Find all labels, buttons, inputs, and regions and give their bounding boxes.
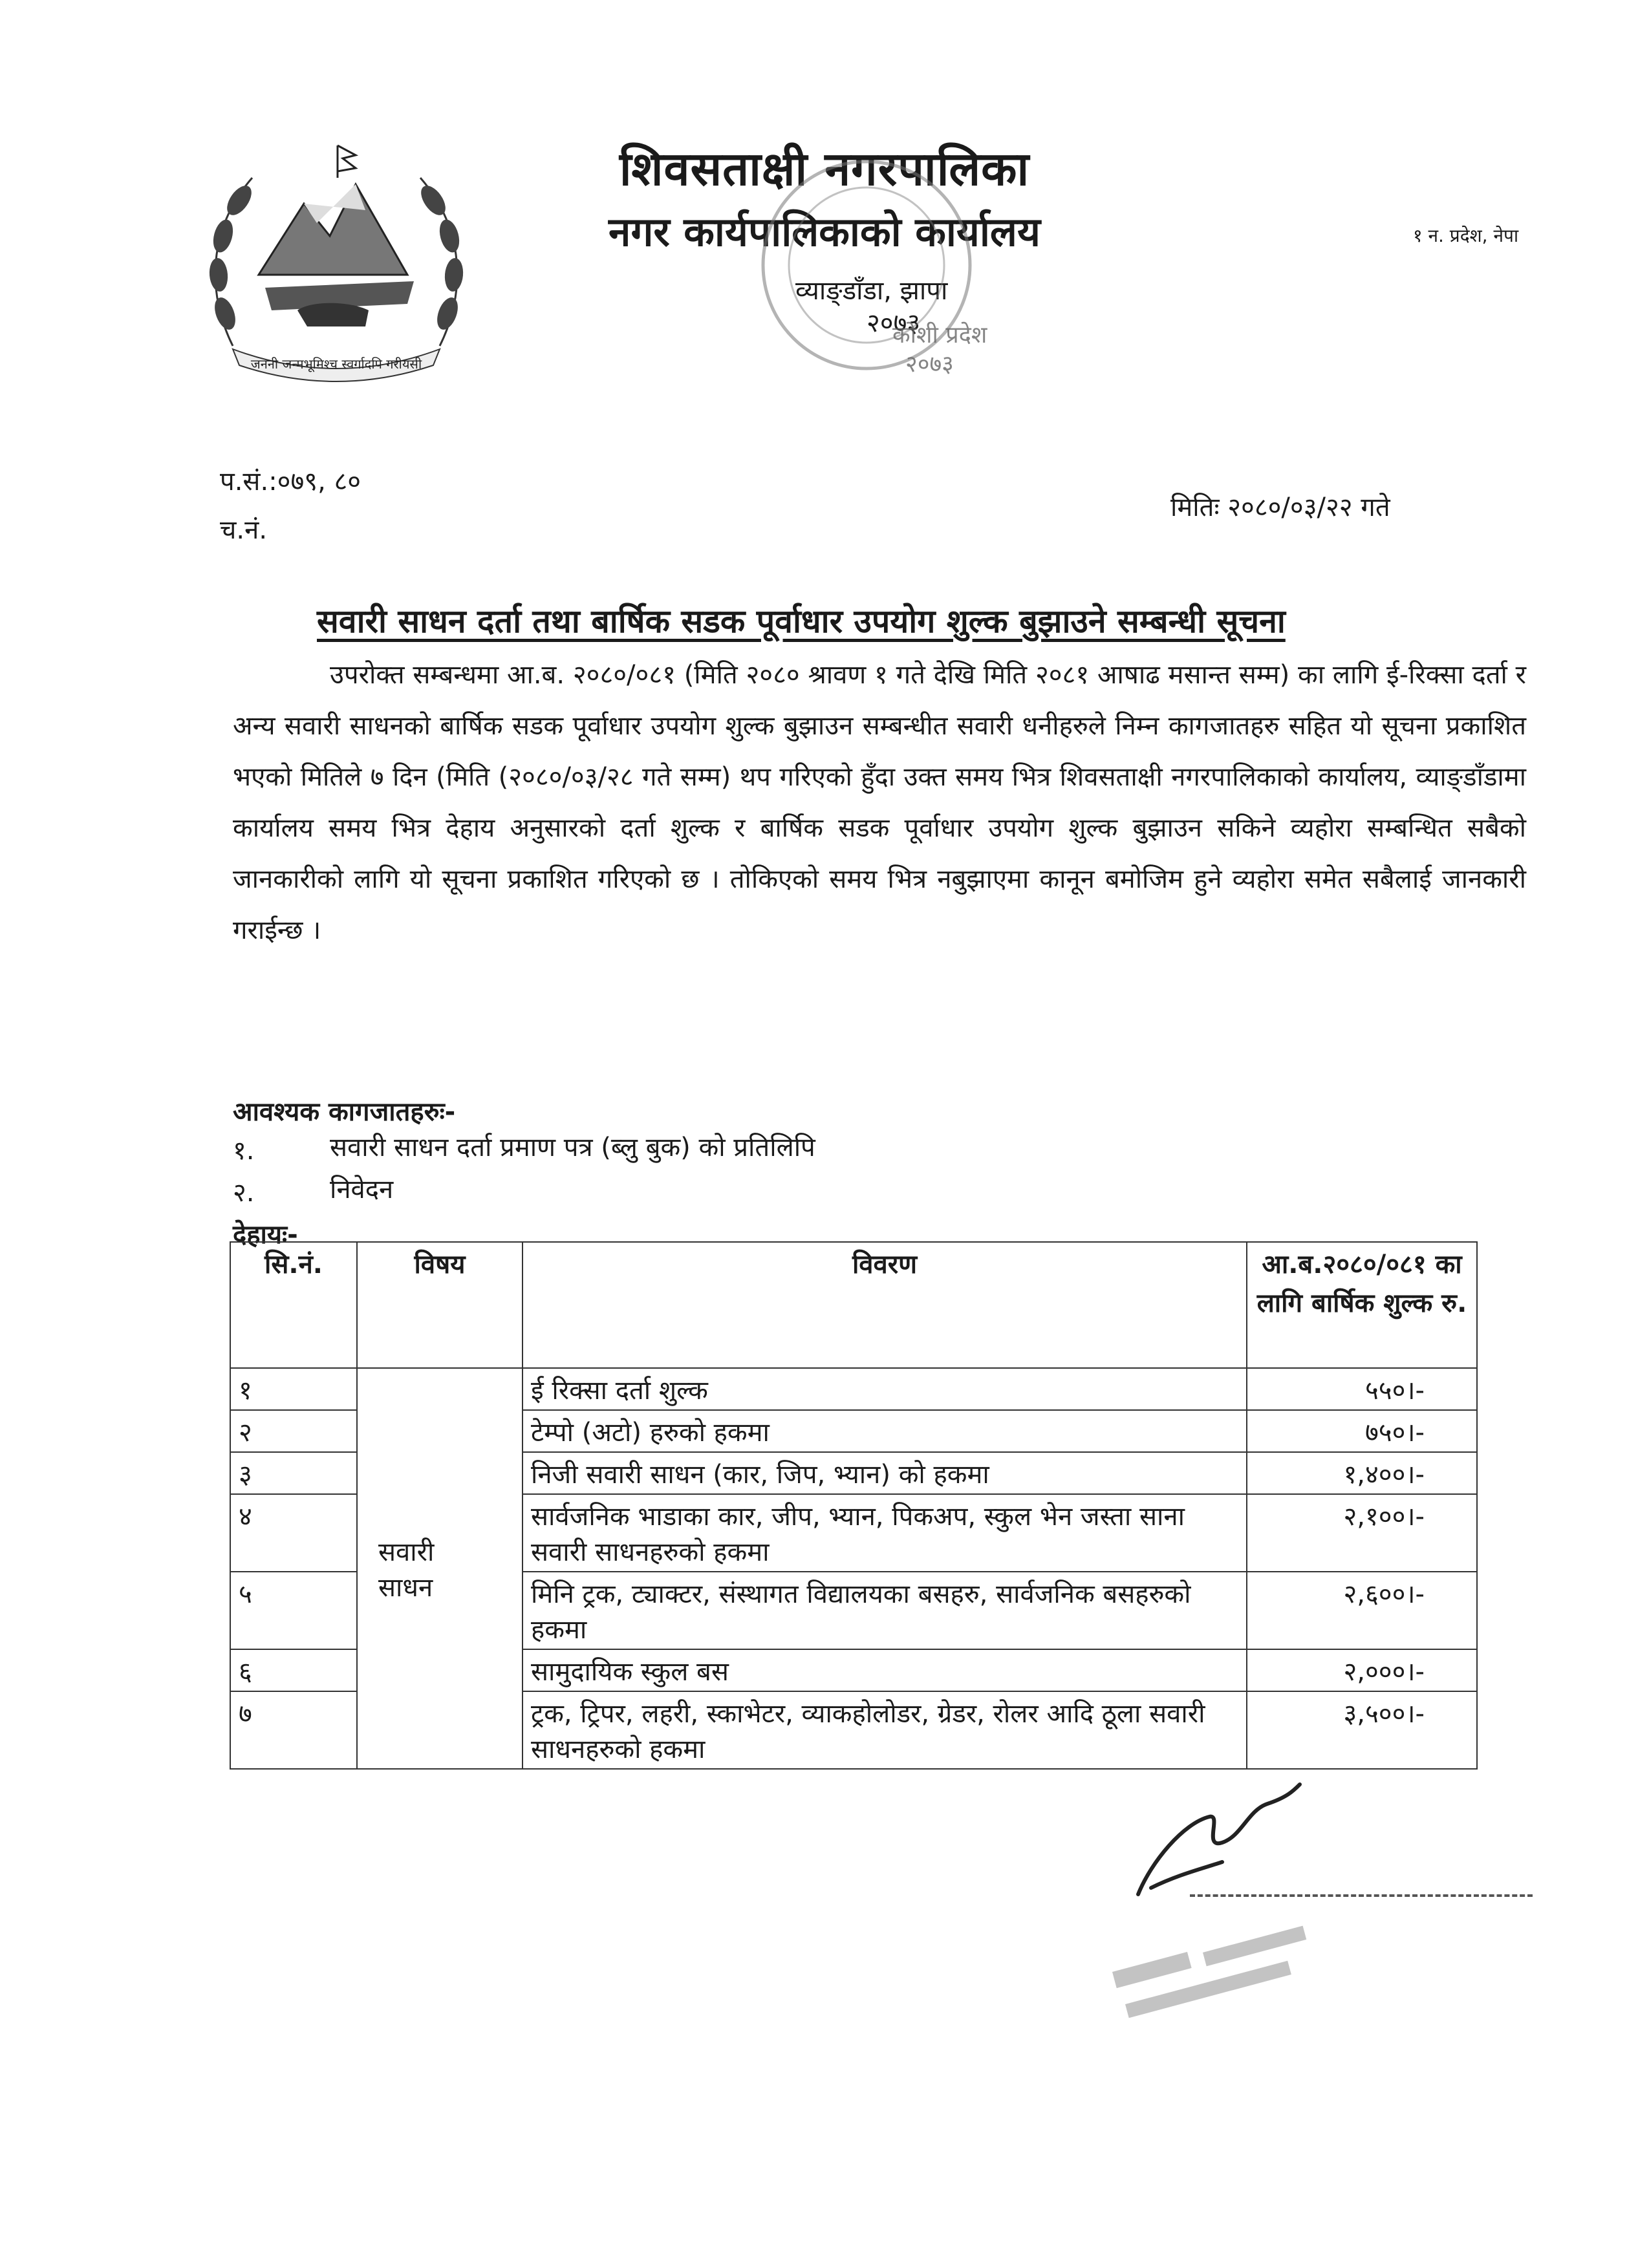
signature-line <box>1190 1894 1533 1897</box>
stamp-line2: २०७३ <box>905 351 954 378</box>
row-description: ट्रक, ट्रिपर, लहरी, स्काभेटर, व्याकहोलोडर, ग्रेडर, रोलर आदि ठूला सवारी साधनहरुको हकमा <box>523 1691 1247 1769</box>
doc-item-number: २. <box>233 1178 255 1208</box>
table-header-row <box>230 1242 1477 1368</box>
header-fee: आ.ब.२०८०/०८१ का लागि बार्षिक शुल्क रु. <box>1247 1242 1477 1368</box>
row-description: सामुदायिक स्कुल बस <box>523 1649 1247 1691</box>
province-label: १ न. प्रदेश, नेपा <box>1413 225 1519 246</box>
table-label: देहायः- <box>233 1220 298 1250</box>
row-description: मिनि ट्रक, ट्याक्टर, संस्थागत विद्यालयका बसहरु, सार्वजनिक बसहरुको हकमा <box>523 1572 1247 1649</box>
header-sn: सि.नं. <box>230 1242 357 1368</box>
header-description: विवरण <box>523 1242 1247 1368</box>
row-sn: ३ <box>230 1452 357 1494</box>
row-description: टेम्पो (अटो) हरुको हकमा <box>523 1410 1247 1452</box>
row-sn: ६ <box>230 1649 357 1691</box>
row-description: निजी सवारी साधन (कार, जिप, भ्यान) को हकमा <box>523 1452 1247 1494</box>
row-sn: ४ <box>230 1494 357 1572</box>
notice-date: मितिः २०८०/०३/२२ गते <box>1170 493 1390 522</box>
office-stamp-icon <box>744 149 989 381</box>
officer-stamp-icon <box>1099 1914 1384 2030</box>
table-row <box>230 1368 1477 1410</box>
row-sn: १ <box>230 1368 357 1410</box>
municipality-name: शिवसताक्षी नगरपालिका <box>619 142 1030 196</box>
doc-item-number: १. <box>233 1136 255 1166</box>
signature-icon <box>1125 1765 1319 1907</box>
row-fee: २,०००।- <box>1247 1649 1477 1691</box>
doc-item-text: सवारी साधन दर्ता प्रमाण पत्र (ब्लु बुक) को प्रतिलिपि <box>330 1133 815 1162</box>
office-year: २०७३ <box>867 308 921 338</box>
row-fee: १,४००।- <box>1247 1452 1477 1494</box>
row-subject <box>357 1368 523 1769</box>
row-sn: ७ <box>230 1691 357 1769</box>
letter-number: प.सं.:०७९, ८० <box>220 467 361 497</box>
row-fee: ५५०।- <box>1247 1368 1477 1410</box>
dispatch-number: च.नं. <box>220 515 268 545</box>
row-subject-text: सवारी साधन <box>378 1537 435 1603</box>
row-fee: ३,५००।- <box>1247 1691 1477 1769</box>
stamp-line1: कोशी प्रदेश <box>892 322 987 348</box>
row-description: सार्वजनिक भाडाका कार, जीप, भ्यान, पिकअप, स्कुल भेन जस्ता साना सवारी साधनहरुको हकमा <box>523 1494 1247 1572</box>
row-fee: ७५०।- <box>1247 1410 1477 1452</box>
office-place: व्याङ्डाँडा, झापा <box>795 276 948 306</box>
row-sn: २ <box>230 1410 357 1452</box>
row-description: ई रिक्सा दर्ता शुल्क <box>523 1368 1247 1410</box>
office-name: नगर कार्यपालिकाको कार्यालय <box>609 208 1040 255</box>
row-fee: २,१००।- <box>1247 1494 1477 1572</box>
emblem-motto: जननी जन्मभूमिश्च स्वर्गादपि गरीयसी <box>250 356 422 372</box>
header-subject: विषय <box>357 1242 523 1368</box>
notice-subject: सवारी साधन दर्ता तथा बार्षिक सडक पूर्वाधार उपयोग शुल्क बुझाउने सम्बन्धी सूचना <box>317 603 1286 640</box>
required-docs-heading: आवश्यक कागजातहरुः- <box>233 1097 456 1127</box>
notice-body: उपरोक्त सम्बन्धमा आ.ब. २०८०/०८१ (मिति २०८० श्रावण १ गते देखि मिति २०८१ आषाढ मसान्त सम्म) का लागि ई-रिक्सा दर्ता र अन्य सवारी साधनको बार्षिक सडक पूर्वाधार उपयोग शुल्क बुझाउन सम्बन्धीत सवारी धनीहरुले निम्न कागजातहरु सहित यो सूचना प्रकाशित भएको मितिले ७ दिन (मिति (२०८०/०३/२८ गते सम्म) थप गरिएको हुँदा उक्त समय भित्र शिवसताक्षी नगरपालिकाको कार्यालय, व्याङ्डाँडामा कार्यालय समय भित्र देहाय अनुसारको दर्ता शुल्क र बार्षिक सडक पूर्वाधार उपयोग शुल्क बुझाउन सकिने व्यहोरा सम्बन्धित सबैको जानकारीको लागि यो सूचना प्रकाशित गरिएको छ । तोकिएको समय भित्र नबुझाएमा कानून बमोजिम हुने व्यहोरा समेत सबैलाई जानकारी गराईन्छ । <box>233 660 1526 945</box>
row-sn: ५ <box>230 1572 357 1649</box>
fee-table <box>230 1241 1478 1770</box>
row-fee: २,६००।- <box>1247 1572 1477 1649</box>
doc-item-text: निवेदन <box>330 1175 394 1204</box>
